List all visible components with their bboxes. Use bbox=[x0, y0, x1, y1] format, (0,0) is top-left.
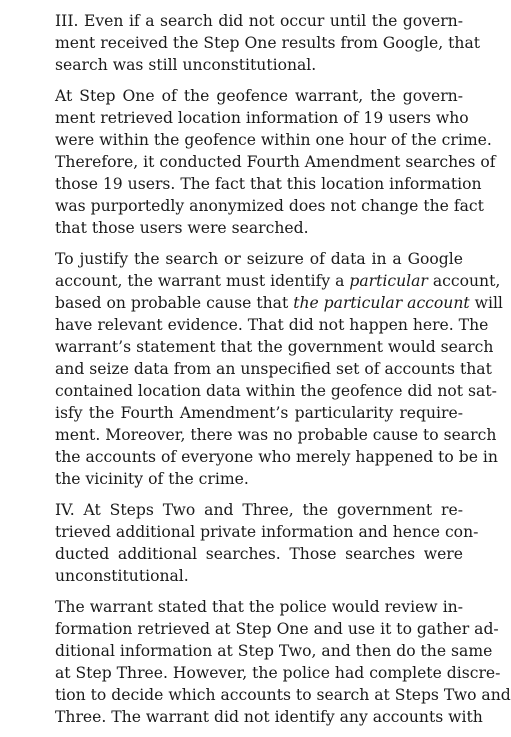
text-line: ducted additional searches. Those searches were bbox=[55, 545, 463, 563]
paragraph bbox=[27, 248, 503, 490]
text-line: have relevant evidence. That did not happen here. The bbox=[55, 316, 489, 334]
text-line: contained location data within the geofence did not sat- bbox=[55, 382, 497, 400]
paragraph bbox=[27, 596, 511, 728]
text-line: ditional information at Step Two, and then do the same bbox=[55, 642, 493, 660]
italic-emphasis: particular bbox=[349, 272, 428, 290]
text-line: was purportedly anonymized does not change the fact bbox=[55, 197, 484, 215]
italic-emphasis: the particular account bbox=[293, 294, 470, 312]
text-line: Therefore, it conducted Fourth Amendment searches of bbox=[55, 153, 496, 171]
text-line: search was still unconstitutional. bbox=[55, 56, 317, 74]
text-line: trieved additional private information and hence con- bbox=[55, 523, 479, 541]
text-line: Three. The warrant did not identify any accounts with bbox=[55, 708, 483, 726]
text-line: ment. Moreover, there was no probable cause to search bbox=[55, 426, 497, 444]
text-line: IV. At Steps Two and Three, the government re- bbox=[55, 501, 463, 519]
text-line: unconstitutional. bbox=[55, 567, 189, 585]
text-line: III. Even if a search did not occur until the govern- bbox=[55, 12, 463, 30]
text-line: ment received the Step One results from Google, that bbox=[55, 34, 481, 52]
text-line: were within the geofence within one hour of the crime. bbox=[55, 131, 492, 149]
paragraph bbox=[27, 10, 481, 76]
text-line: ment retrieved location information of 19 users who bbox=[55, 109, 469, 127]
text-line: At Step One of the geofence warrant, the govern- bbox=[55, 87, 463, 105]
document-page bbox=[27, 10, 511, 737]
text-line: based on probable cause that the particular account will bbox=[55, 294, 503, 312]
text-line: the vicinity of the crime. bbox=[55, 470, 249, 488]
paragraph bbox=[27, 499, 479, 587]
text-line: those 19 users. The fact that this location information bbox=[55, 175, 482, 193]
text-line: formation retrieved at Step One and use it to gather ad- bbox=[55, 620, 499, 638]
text-line: and seize data from an unspecified set of accounts that bbox=[55, 360, 492, 378]
text-line: account, the warrant must identify a particular account, bbox=[55, 272, 501, 290]
text-line: tion to decide which accounts to search at Steps Two and bbox=[55, 686, 511, 704]
text-line: that those users were searched. bbox=[55, 219, 309, 237]
text-line: at Step Three. However, the police had complete discre- bbox=[55, 664, 501, 682]
text-line: To justify the search or seizure of data in a Google bbox=[55, 250, 463, 268]
text-line: isfy the Fourth Amendment’s particularity require- bbox=[55, 404, 463, 422]
text-line: the accounts of everyone who merely happened to be in bbox=[55, 448, 498, 466]
text-line: warrant’s statement that the government would search bbox=[55, 338, 494, 356]
paragraph bbox=[27, 85, 496, 239]
text-line: The warrant stated that the police would review in- bbox=[55, 598, 463, 616]
